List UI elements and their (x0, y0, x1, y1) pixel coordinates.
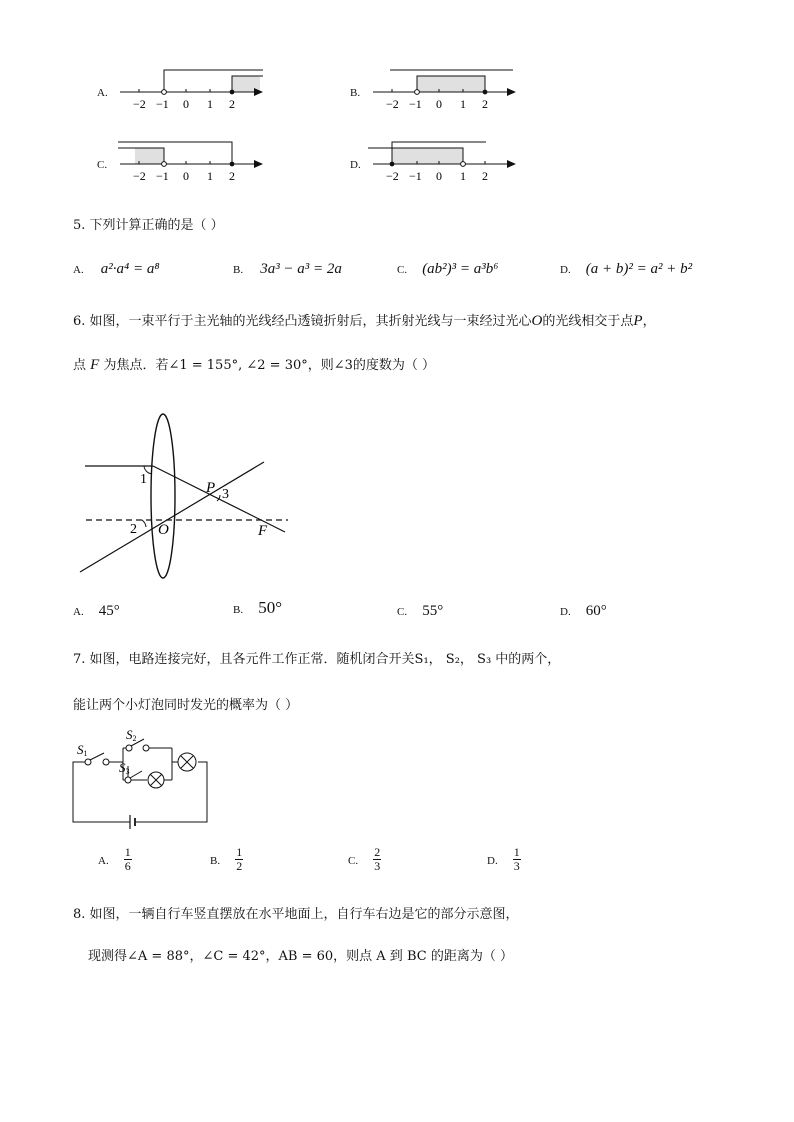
tick-label: 2 (229, 169, 235, 182)
q4-numberline-c (115, 134, 265, 182)
q4-numberline-d (368, 134, 518, 182)
tick-label: 1 (460, 169, 466, 182)
q7-option-b: B. $\frac{1}{2}$ (210, 845, 243, 873)
q4-numberline-b (368, 62, 518, 110)
option-letter: B. (233, 264, 244, 276)
point-f-label: F (258, 523, 268, 539)
q6-lens-figure (78, 412, 298, 582)
q6-option-b: B. 50° (233, 598, 282, 617)
angle-1-label: 1 (140, 472, 147, 487)
q4-option-b-letter: B. (350, 87, 361, 99)
tick-label: −2 (386, 97, 399, 110)
q5-option-d (560, 258, 692, 278)
option-letter: C. (397, 264, 408, 276)
tick-label: 0 (436, 169, 442, 182)
q5-option-a (73, 258, 160, 278)
q7-line1: 7. 如图，电路连接完好，且各元件工作正常．随机闭合开关S₁， S₂， S₃ 中的两个， (73, 652, 561, 667)
option-value: 45° (98, 603, 120, 619)
tick-label: 2 (482, 169, 488, 182)
option-letter: D. (560, 264, 571, 276)
option-expr: (ab²)³ = a³b⁶ (422, 261, 499, 277)
q7-option-d: D. $\frac{1}{3}$ (487, 845, 520, 873)
option-letter: A. (73, 264, 84, 276)
tick-label: −1 (156, 169, 169, 182)
tick-label: 0 (183, 97, 189, 110)
tick-label: −2 (133, 169, 146, 182)
convex-lens-shape (151, 414, 175, 578)
q4-option-c-letter: C. (97, 159, 108, 171)
tick-label: 2 (482, 97, 488, 110)
tick-label: −1 (409, 97, 422, 110)
q6-option-a: A. 45° (73, 603, 120, 619)
point-p-label: P (206, 480, 216, 496)
q4-option-a-letter: A. (97, 87, 108, 99)
q5-option-b (233, 258, 342, 278)
tick-label: 1 (207, 169, 213, 182)
tick-label: −2 (133, 97, 146, 110)
point-o-label: O (158, 522, 169, 538)
switch-s3-label: S3 (119, 760, 130, 776)
q6-option-d: D. 60° (560, 603, 607, 619)
q7-option-c: C. $\frac{2}{3}$ (348, 845, 381, 873)
q5-option-c (397, 258, 499, 278)
tick-label: −1 (409, 169, 422, 182)
tick-label: 2 (229, 97, 235, 110)
tick-label: −1 (156, 97, 169, 110)
q6-option-c: C. 55° (397, 603, 444, 619)
q6-line1: 6. 如图，一束平行于主光轴的光线经凸透镜折射后，其折射光线与一束经过光心O的光线相交于点P， (73, 313, 656, 329)
option-expr: 3a³ − a³ = 2a (260, 261, 342, 277)
q7-option-a: A. $\frac{1}{6}$ (98, 845, 131, 873)
q4-numberline-a (115, 62, 265, 110)
switch-s1-label: S1 (77, 742, 88, 758)
option-expr: a²·a⁴ = a⁸ (100, 261, 160, 277)
q8-line2: 现测得∠A = 88°，∠C = 42°，AB = 60，则点 A 到 BC 的距离为（ ） (88, 949, 513, 964)
tick-label: 0 (183, 169, 189, 182)
tick-label: −2 (386, 169, 399, 182)
q5-stem: 5. 下列计算正确的是（ ） (73, 218, 224, 233)
option-expr: (a + b)² = a² + b² (585, 261, 693, 277)
option-value: 55° (422, 603, 444, 619)
tick-label: 1 (460, 97, 466, 110)
switch-s2-label: S2 (126, 727, 137, 743)
angle-3-label: 3 (222, 487, 229, 502)
tick-label: 0 (436, 97, 442, 110)
q7-line2: 能让两个小灯泡同时发光的概率为（ ） (73, 698, 299, 713)
option-value: 50° (258, 598, 282, 617)
option-value: 60° (585, 603, 607, 619)
tick-label: 1 (207, 97, 213, 110)
q7-circuit-figure (68, 726, 213, 832)
angle-2-label: 2 (130, 522, 137, 537)
q8-line1: 8. 如图，一辆自行车竖直摆放在水平地面上，自行车右边是它的部分示意图， (73, 907, 519, 922)
q6-line2: 点 F 为焦点．若∠1 = 155°, ∠2 = 30°，则∠3的度数为（ ） (73, 357, 436, 373)
q4-option-d-letter: D. (350, 159, 361, 171)
